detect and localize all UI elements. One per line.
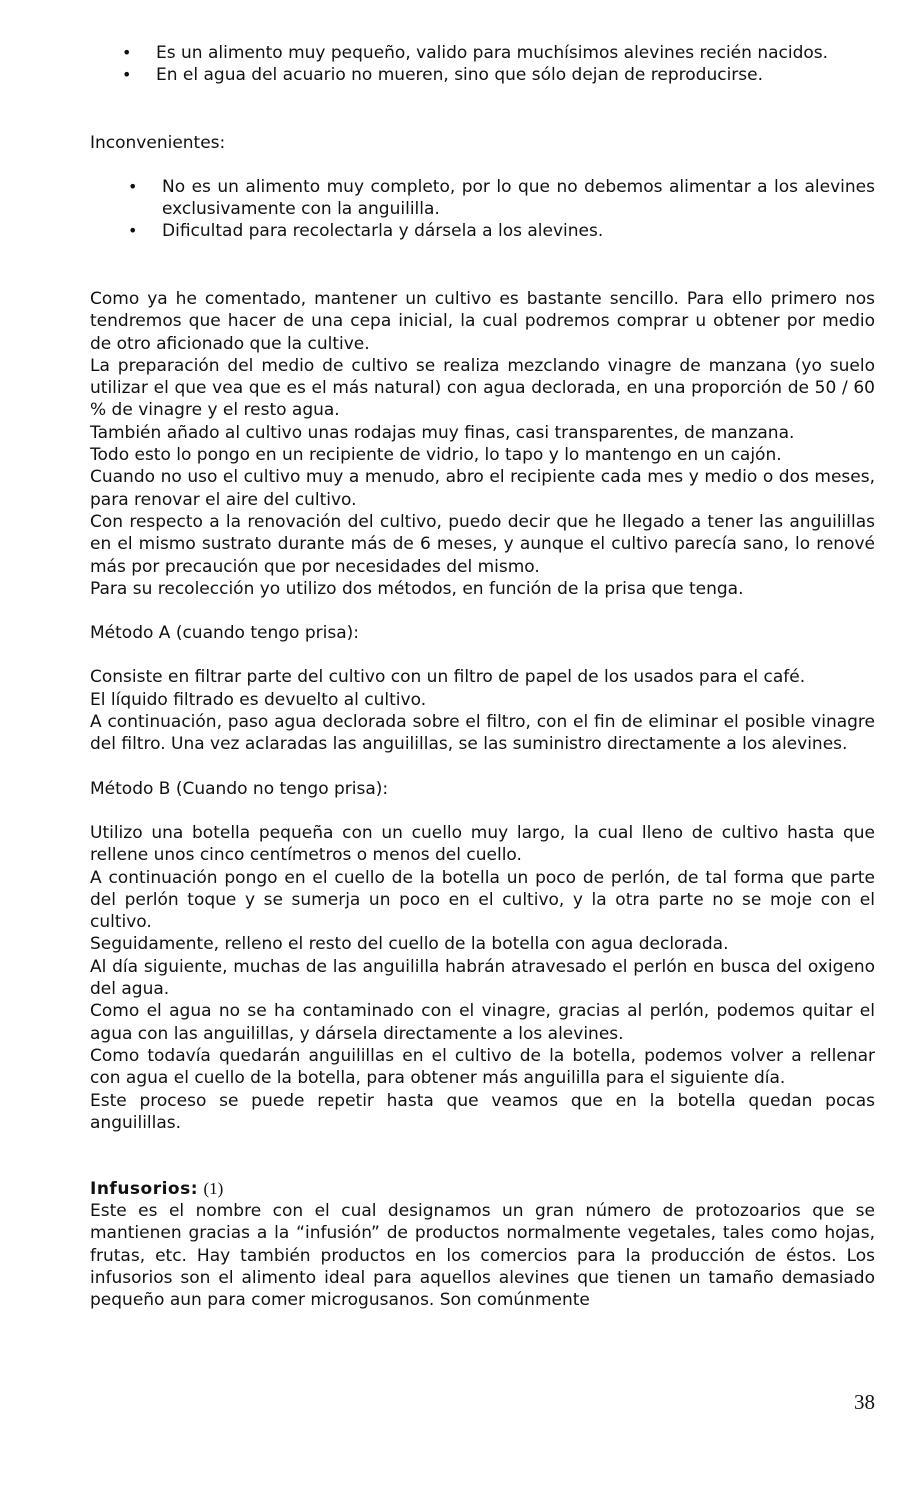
bullet-icon: • [128,221,138,240]
paragraph: A continuación, paso agua declorada sobre el filtro, con el fin de eliminar el posible vinagre del filtro. Una vez aclaradas las anguilillas, se las suministro directamente a los alevines. [90,712,875,755]
bullet-icon: • [122,43,132,62]
paragraph: Como ya he comentado, mantener un cultivo es bastante sencillo. Para ello primero nos tendremos que hacer de una cepa inicial, la cual podremos comprar u obtener por medio de otro aficionado que la cultive. [90,289,875,354]
paragraph: Este proceso se puede repetir hasta que veamos que en la botella quedan pocas anguilillas. [90,1090,875,1133]
inconvenientes-heading: Inconvenientes: [90,133,226,153]
paragraph: El líquido filtrado es devuelto al cultivo. [90,689,427,710]
infusorios-title: Infusorios: [90,1179,199,1200]
list-item-text: Es un alimento muy pequeño, valido para muchísimos alevines recién nacidos. [156,43,829,63]
list-item [90,220,875,242]
footnote-ref: (1) [203,1179,224,1199]
list-item [90,64,875,86]
paragraph: Para su recolección yo utilizo dos métodos, en función de la prisa que tenga. [90,578,744,599]
paragraph: Como todavía quedarán anguilillas en el cultivo de la botella, podemos volver a rellenar con agua el cuello de la botella, para obtener más anguililla para el siguiente día. [90,1045,875,1089]
paragraph: Consiste en filtrar parte del cultivo con un filtro de papel de los usados para el café. [90,667,806,688]
list-item [90,176,875,220]
list-item [90,42,875,64]
document-page [90,42,875,1312]
bullet-icon: • [128,177,138,196]
advantages-list [90,42,875,86]
disadvantages-list [90,176,875,242]
paragraph: Como el agua no se ha contaminado con el vinagre, gracias al perlón, podemos quitar el agua con las anguilillas, y dársela directamente a los alevines. [90,1001,875,1044]
paragraph: Al día siguiente, muchas de las anguililla habrán atravesado el perlón en busca del oxigeno del agua. [90,956,875,1000]
culture-section [90,288,875,1134]
paragraph: A continuación pongo en el cuello de la botella un poco de perlón, de tal forma que parte del perlón toque y se sumerja un poco en el cultivo, y la otra parte no se moje con el cultivo. [90,867,875,933]
paragraph: Cuando no uso el cultivo muy a menudo, abro el recipiente cada mes y medio o dos meses, para renovar el aire del cultivo. [90,467,875,510]
page-number: 38 [854,1390,875,1414]
paragraph: La preparación del medio de cultivo se realiza mezclando vinagre de manzana (yo suelo utilizar el que vea que es el más natural) con agua declorada, en una proporción de 50 / 60 % de vinagre y el resto agua. [90,355,875,421]
paragraph: Seguidamente, relleno el resto del cuello de la botella con agua declorada. [90,934,729,955]
infusorios-heading [90,1178,875,1200]
list-item-text: En el agua del acuario no mueren, sino que sólo dejan de reproducirse. [156,65,764,85]
bullet-icon: • [122,65,132,84]
paragraph: Utilizo una botella pequeña con un cuello muy largo, la cual lleno de cultivo hasta que rellene unos cinco centímetros o menos del cuello. [90,822,875,866]
paragraph: También añado al cultivo unas rodajas muy finas, casi transparentes, de manzana. [90,422,795,443]
list-item-text: Dificultad para recolectarla y dársela a los alevines. [162,221,604,241]
list-item-text: No es un alimento muy completo, por lo que no debemos alimentar a los alevines exclusivamente con la anguililla. [162,177,875,219]
paragraph: Este es el nombre con el cual designamos un gran número de protozoarios que se mantienen gracias a la “infusión” de productos normalmente vegetales, tales como hojas, frutas, etc. Hay también productos en los comercios para la producción de éstos. Los infusorios son el alimento ideal para aquellos alevines que tienen un tamaño demasiado pequeño aun para comer microgusanos. Son comúnmente [90,1201,875,1311]
paragraph: Todo esto lo pongo en un recipiente de vidrio, lo tapo y lo mantengo en un cajón. [90,445,782,466]
metodo-a-heading: Método A (cuando tengo prisa): [90,623,359,644]
metodo-b-heading: Método B (Cuando no tengo prisa): [90,778,389,799]
paragraph: Con respecto a la renovación del cultivo, puedo decir que he llegado a tener las anguilillas en el mismo sustrato durante más de 6 meses, y aunque el cultivo parecía sano, lo renové más por precaución que por necesidades del mismo. [90,511,875,577]
